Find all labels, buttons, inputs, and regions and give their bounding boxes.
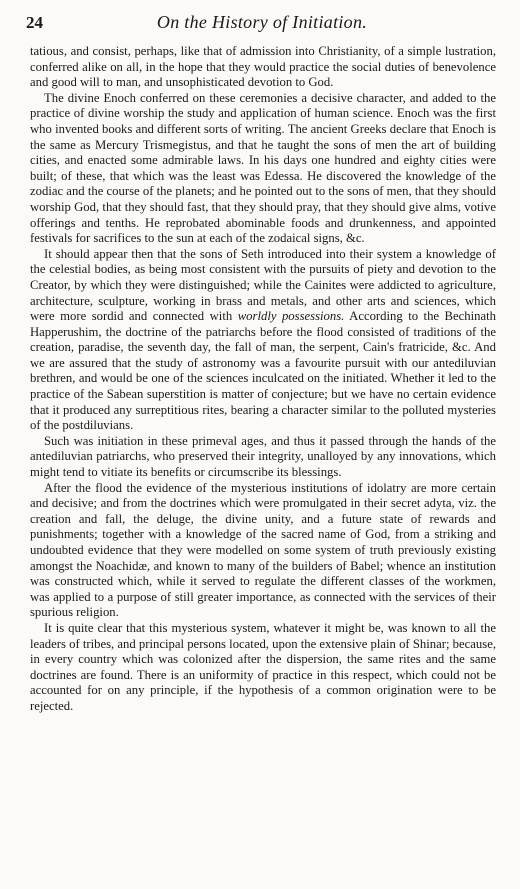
paragraph-enoch: The divine Enoch conferred on these ceremonies a decisive character, and added to the practice of divine worship the study and application of human science. Enoch was the first who invented books and different sorts of writing. The ancient Greeks declare that Enoch is the same as Mercury Trismegistus, and that he taught the sons of men the art of building cities, and enacted some admirable laws. In his days one hundred and eighty cities were built; of these, that which was the least was Edessa. He discovered the knowledge of the zodiac and the course of the planets; and he pointed out to the sons of men, that they should worship God, that they should fast, that they should pray, that they should give alms, votive offerings and tenths. He reprobated abominable foods and drunkenness, and appointed festivals for sacrifices to the sun at each of the zodaical signs, &c. [30,90,496,246]
paragraph-shinar: It is quite clear that this mysterious system, whatever it might be, was known to all the leaders of tribes, and principal persons located, upon the extensive plain of Shinar; because, in every country which was colonized after the dispersion, the same rites and the same doctrines are found. There is an uniformity of practice in this respect, which could not be accounted for on any principle, if the hypothesis of a common origination were to be rejected. [30,620,496,713]
paragraph-after-flood: After the flood the evidence of the mysterious institutions of idolatry are more certain and decisive; and from the doctrines which were promulgated in their secret adyta, viz. the creation and fall, the deluge, the divine unity, and a future state of rewards and punishments; together with a knowledge of the sacred name of God, from a striking and undoubted evidence that they were modelled on some system of truth previously existing amongst the Noachidæ, and known to many of the builders of Babel; whence an institution was constructed which, while it served to regulate the different classes of the workmen, was applied to a purpose of still greater importance, as connected with the services of their spurious religion. [30,480,496,620]
body-text [30,44,496,715]
paragraph-seth [30,247,496,434]
paragraph-primeval-initiation: Such was initiation in these primeval ages, and thus it passed through the hands of the antediluvian patriarchs, who preserved their integrity, unalloyed by any innovations, which might tend to vitiate its benefits or circumscribe its blessings. [30,433,496,480]
page-header [26,11,498,35]
paragraph-continuation: tatious, and consist, perhaps, like that of admission into Christianity, of a simple lustration, conferred alike on all, in the hope that they would practice the social duties of benevolence and good will to man, and unsophisticated devotion to God. [30,44,496,90]
paragraph-seth-text-b: According to the Bechinath Happerushim, the doctrine of the patriarchs before the flood consisted of traditions of the creation, paradise, the seventh day, the fall of man, the serpent, Cain's fratricide, &c. And we are assured that the study of astronomy was a favourite pursuit with our antediluvian brethren, and would be one of the sciences inculcated on the initiated. Whether it led to the practice of the Sabean superstition is matter of conjecture; but we have no certain evidence that it produced any surreptitious rites, bearing a character similar to the polluted mysteries of the postdiluvians. [30,309,496,433]
page-number: 24 [26,13,43,32]
running-head: On the History of Initiation. [156,12,368,32]
italic-phrase: worldly possessions. [237,309,345,324]
paragraph-seth-text-a: It should appear then that the sons of Seth introduced into their system a knowledge of the celestial bodies, as being most consistent with the pursuits of piety and devotion to the Creator, by which they were distinguished; while the Cainites were addicted to agriculture, architecture, sculpture, working in brass and metals, and other arts and sciences, which were more sordid and connected with [30,246,496,324]
